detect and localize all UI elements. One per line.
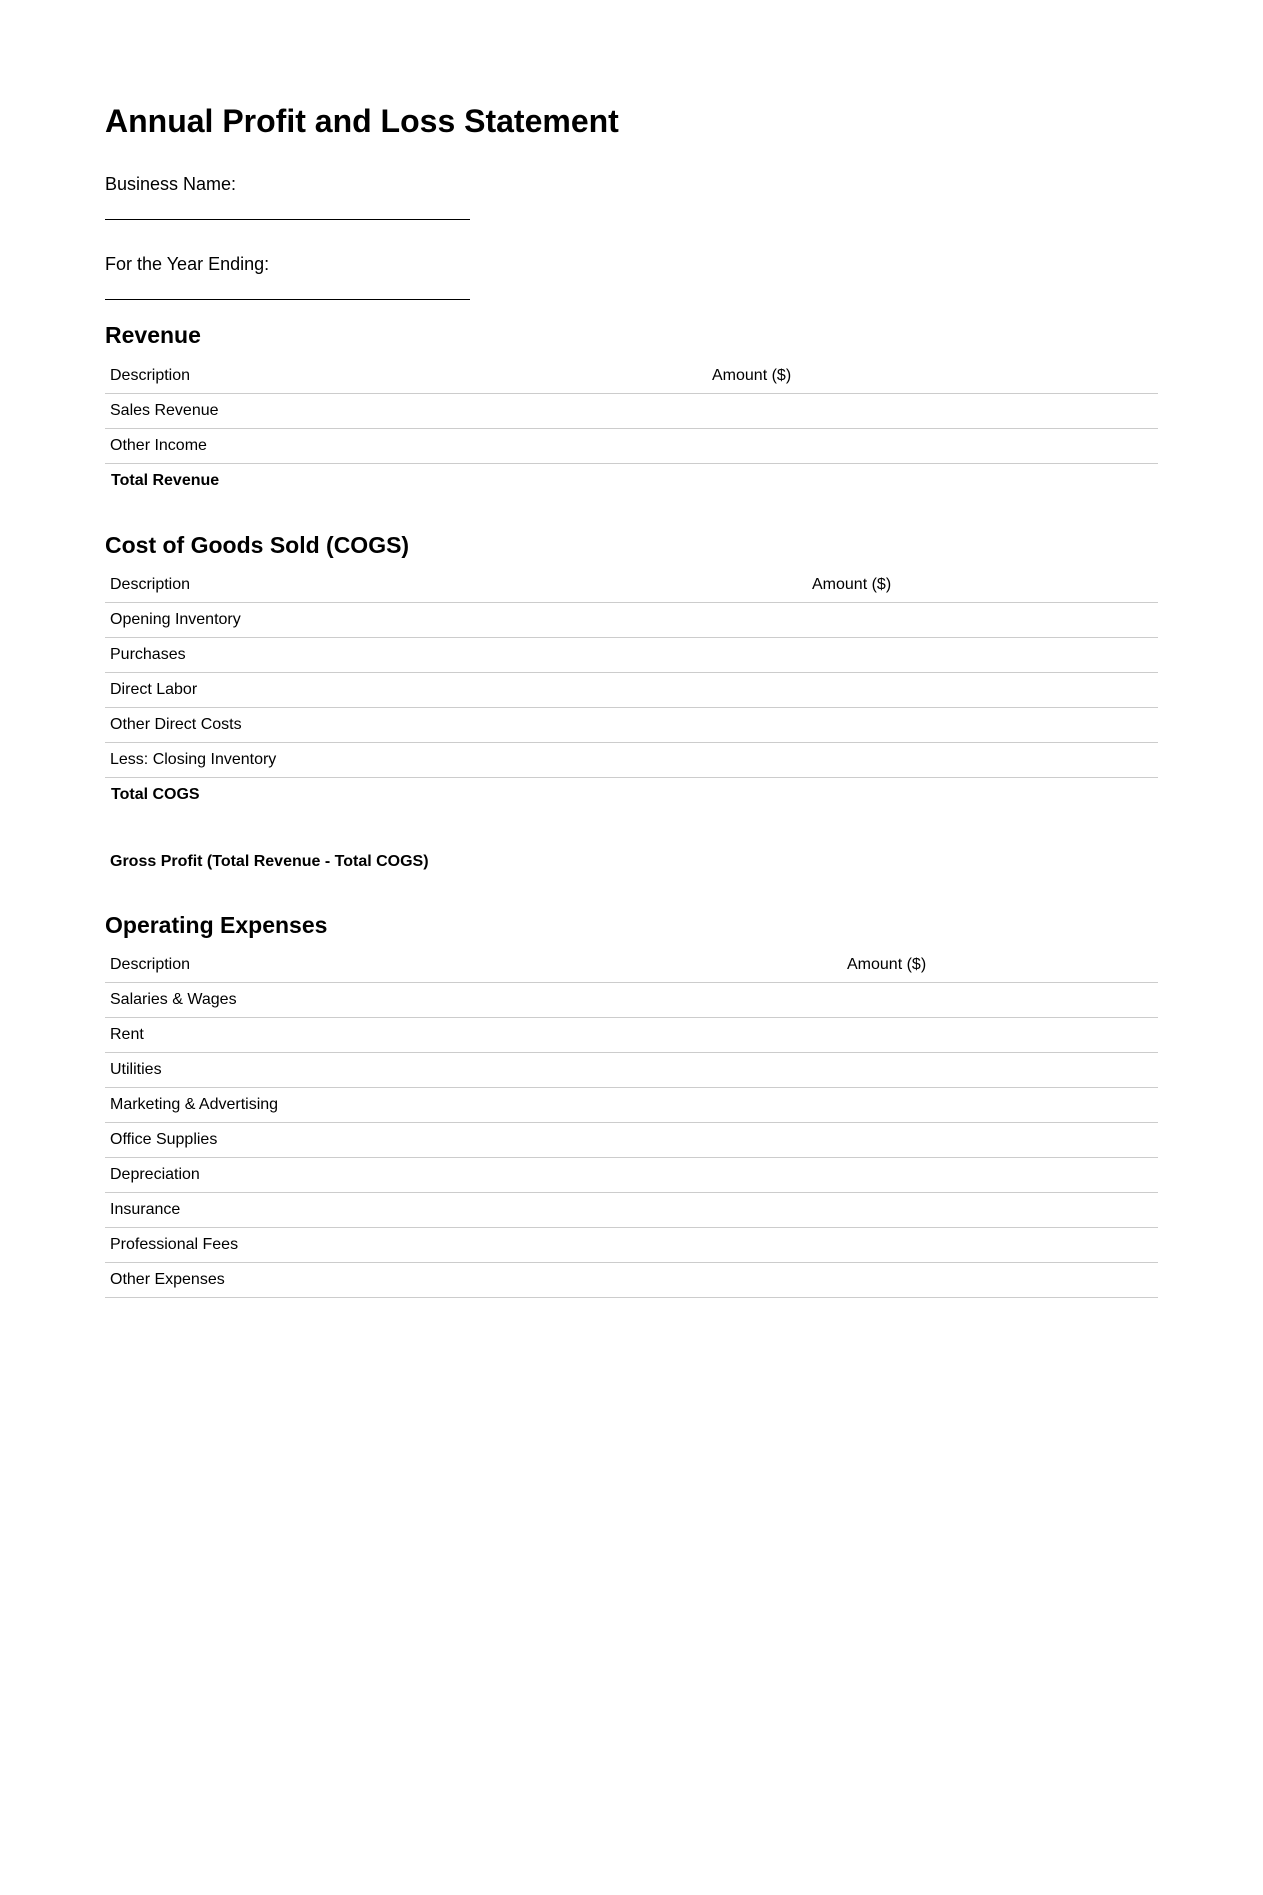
row-amount[interactable] xyxy=(807,638,1158,673)
row-amount[interactable] xyxy=(842,1018,1158,1053)
row-description: Insurance xyxy=(105,1193,842,1228)
table-row xyxy=(105,743,1158,778)
year-ending-label: For the Year Ending: xyxy=(105,254,270,274)
row-description: Direct Labor xyxy=(105,673,807,708)
table-row xyxy=(105,1123,1158,1158)
table-row xyxy=(105,673,1158,708)
revenue-heading: Revenue xyxy=(105,322,201,348)
column-header-amount: Amount ($) xyxy=(807,568,1158,603)
total-cogs-amount[interactable] xyxy=(807,778,1158,813)
row-amount[interactable] xyxy=(707,429,1158,464)
column-header-description: Description xyxy=(105,359,707,394)
row-description: Utilities xyxy=(105,1053,842,1088)
table-row xyxy=(105,983,1158,1018)
row-amount[interactable] xyxy=(842,1158,1158,1193)
operating-expenses-heading: Operating Expenses xyxy=(105,912,328,938)
row-amount[interactable] xyxy=(842,983,1158,1018)
table-row xyxy=(105,429,1158,464)
row-description: Professional Fees xyxy=(105,1228,842,1263)
row-amount[interactable] xyxy=(842,1088,1158,1123)
table-row xyxy=(105,1158,1158,1193)
table-row xyxy=(105,1088,1158,1123)
operating-expenses-table xyxy=(105,948,1158,1298)
row-amount[interactable] xyxy=(807,708,1158,743)
row-amount[interactable] xyxy=(842,1228,1158,1263)
row-amount[interactable] xyxy=(807,743,1158,778)
table-header-row xyxy=(105,359,1158,394)
row-description: Opening Inventory xyxy=(105,603,807,638)
row-description: Salaries & Wages xyxy=(105,983,842,1018)
row-amount[interactable] xyxy=(807,673,1158,708)
cogs-heading: Cost of Goods Sold (COGS) xyxy=(105,532,410,558)
table-row xyxy=(105,1228,1158,1263)
total-row xyxy=(105,778,1158,813)
column-header-description: Description xyxy=(105,948,842,983)
table-row xyxy=(105,603,1158,638)
table-header-row xyxy=(105,948,1158,983)
row-amount[interactable] xyxy=(807,603,1158,638)
row-description: Other Expenses xyxy=(105,1263,842,1298)
row-description: Less: Closing Inventory xyxy=(105,743,807,778)
revenue-table xyxy=(105,359,1158,498)
row-description: Other Income xyxy=(105,429,707,464)
gross-profit-label: Gross Profit (Total Revenue - Total COGS) xyxy=(110,853,429,870)
row-amount[interactable] xyxy=(842,1193,1158,1228)
row-description: Office Supplies xyxy=(105,1123,842,1158)
row-description: Depreciation xyxy=(105,1158,842,1193)
row-description: Rent xyxy=(105,1018,842,1053)
business-name-blank-line[interactable] xyxy=(105,219,470,220)
total-revenue-label: Total Revenue xyxy=(111,472,220,489)
table-row xyxy=(105,708,1158,743)
cogs-table xyxy=(105,568,1158,812)
table-row xyxy=(105,1263,1158,1298)
page-title: Annual Profit and Loss Statement xyxy=(105,103,619,139)
column-header-amount: Amount ($) xyxy=(707,359,1158,394)
row-description: Marketing & Advertising xyxy=(105,1088,842,1123)
row-description: Sales Revenue xyxy=(105,394,707,429)
table-row xyxy=(105,638,1158,673)
row-amount[interactable] xyxy=(842,1263,1158,1298)
table-header-row xyxy=(105,568,1158,603)
table-row xyxy=(105,1053,1158,1088)
table-row xyxy=(105,1018,1158,1053)
row-amount[interactable] xyxy=(707,394,1158,429)
total-revenue-amount[interactable] xyxy=(707,464,1158,499)
table-row xyxy=(105,1193,1158,1228)
total-row xyxy=(105,464,1158,499)
table-row xyxy=(105,394,1158,429)
column-header-description: Description xyxy=(105,568,807,603)
row-description: Purchases xyxy=(105,638,807,673)
row-amount[interactable] xyxy=(842,1123,1158,1158)
year-ending-blank-line[interactable] xyxy=(105,299,470,300)
row-description: Other Direct Costs xyxy=(105,708,807,743)
column-header-amount: Amount ($) xyxy=(842,948,1158,983)
row-amount[interactable] xyxy=(842,1053,1158,1088)
business-name-label: Business Name: xyxy=(105,174,237,194)
total-cogs-label: Total COGS xyxy=(111,786,200,803)
